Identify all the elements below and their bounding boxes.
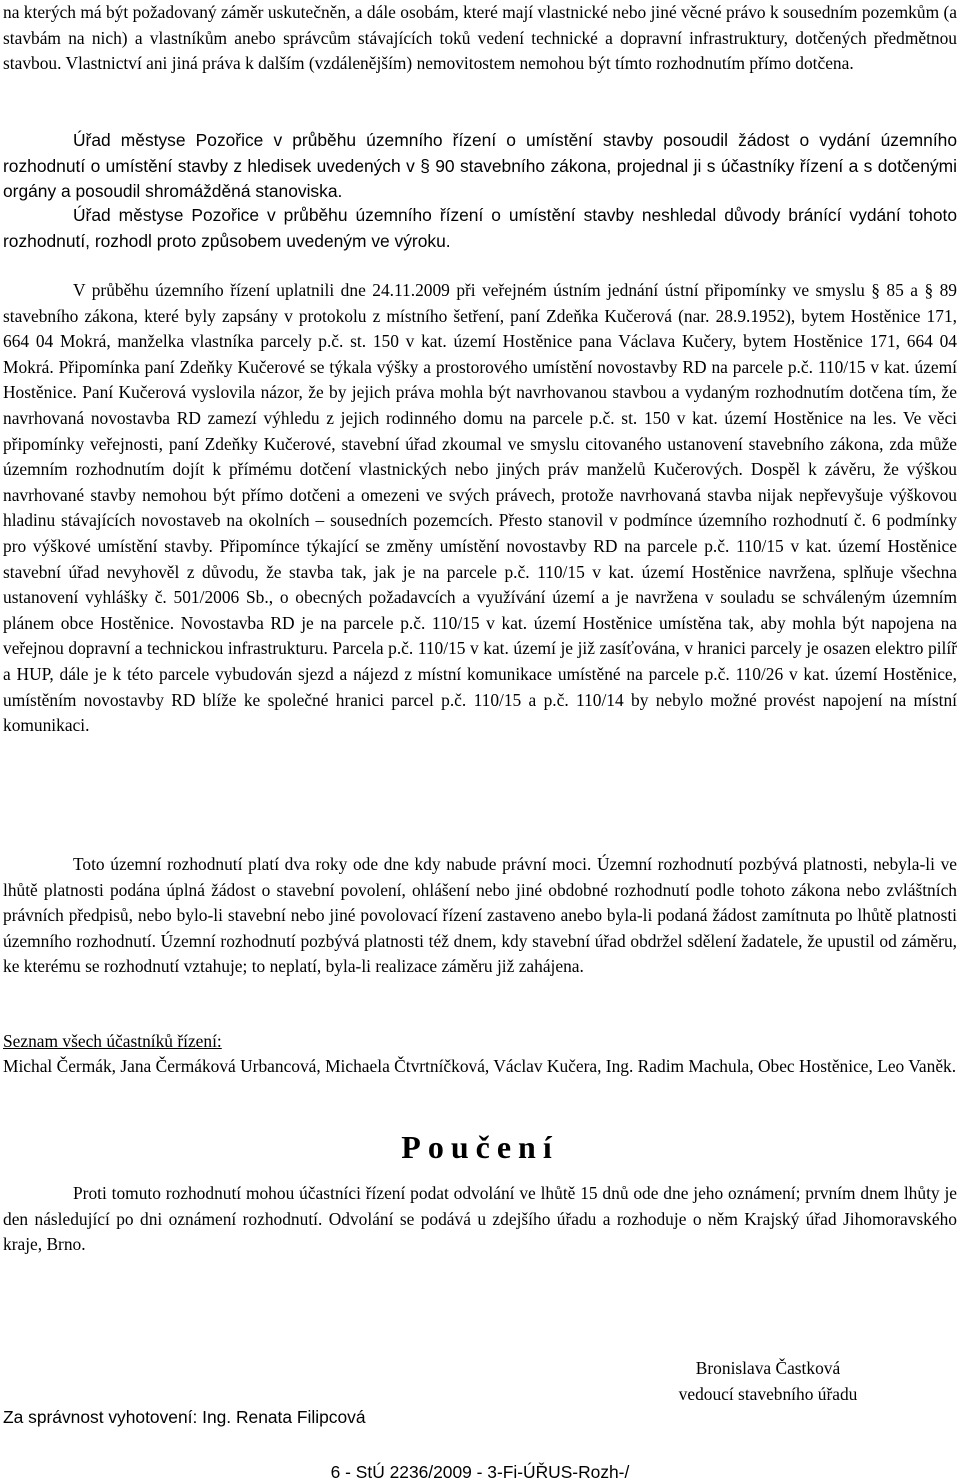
objections-paragraph: V průběhu územního řízení uplatnili dne 24.11.2009 při veřejném ústním jednání ústní připomínky ve smyslu § 85 a § 89 stavebního zákona, které byly zapsány v protokolu z místního šetření, paní Zdeňka Kučerová (nar. 28.9.1952), bytem Hostěnice 171, 664 04 Mokrá, manželka vlastníka parcely p.č. st. 150 v kat. území Hostěnice pana Václava Kučery, bytem Hostěnice 171, 664 04 Mokrá. Připomínka paní Zdeňky Kučerové se týkala výšky a prostorového umístění novostavby RD na parcele p.č. 110/15 v kat. území Hostěnice. Paní Kučerová vyslovila názor, že by jejich práva mohla být navrhovanou stavbou a vydaným rozhodnutím dotčena tím, že navrhovaná novostavba RD zamezí výhledu z jejich rodinného domu na parcele p.č. st. 150 v kat. území Hostěnice na les. Ve věci připomínky veřejnosti, paní Zdeňky Kučerové, stavební úřad zkoumal ve smyslu citovaného ustanovení stavebního zákona, zda může územním rozhodnutím dojít k přímému dotčení vlastnických nebo jiných práv manželů Kučerových. Dospěl k závěru, že výškou navrhované stavby nemohou být přímo dotčeni a omezeni ve svých právech, protože navrhovaná stavba nijak nepřevyšuje výškovou hladinu stávajících novostaveb na okolních – sousedních pozemcích. Přesto stanovil v podmínce územního rozhodnutí č. 6 podmínky pro výškové umístění stavby. Připomínce týkající se změny umístění novostavby RD na parcele p.č. 110/15 v kat. území Hostěnice stavební úřad nevyhověl z důvodu, že stavba tak, jak je na parcele p.č. 110/15 v kat. území Hostěnice navržena, splňuje všechna ustanovení vyhlášky č. 501/2006 Sb., o obecných požadavcích a využívání území a je navržena v souladu se schváleným územním plánem obce Hostěnice. Novostavba RD je na parcele p.č. 110/15 v kat. území Hostěnice umístěna tak, aby mohla být napojena na veřejnou dopravní a technickou infrastrukturu. Parcela p.č. 110/15 v kat. území je již zasíťována, v hranici parcely je osazen elektro pilíř a HUP, dále je k této parcele vybudován sjezd a nájezd z místní komunikace umístěné na parcele p.č. 110/26 v kat. území Hostěnice, umístěním novostavby RD blíže ke společné hranici parcel p.č. 110/15 a p.č. 110/14 by nebylo možné provést napojení na místní komunikaci. [3,280,957,736]
intro-paragraph: na kterých má být požadovaný záměr uskutečněn, a dále osobám, které mají vlastnické nebo jiné věcné právo k sousedním pozemkům (a stavbám na nich) a vlastníkům anebo správcům stávajících toků vedení technické a dopravní infrastruktury, dotčených předmětnou stavbou. Vlastnictví ani jiná práva k dalším (vzdálenějším) nemovitostem nemohou být tímto rozhodnutím přímo dotčena. [3,2,957,74]
footer-reference: 6 - StÚ 2236/2009 - 3-Fi-ÚŘUS-Rozh-/ [330,1462,630,1482]
validity-paragraph: Toto územní rozhodnutí platí dva roky ode dne kdy nabude právní moci. Územní rozhodnutí pozbývá platnosti, nebyla-li ve lhůtě platnosti podána úplná žádost o stavební povolení, ohlášení nebo jiné obdobné rozhodnutí podle tohoto zákona nebo zvláštních právních předpisů, nebo bylo-li stavební nebo jiné povolovací řízení zastaveno anebo byla-li podaná žádost zamítnuta po lhůtě platnosti územního rozhodnutí. Územní rozhodnutí pozbývá platnosti též dnem, kdy stavební úřad obdržel sdělení žadatele, že upustil od záměru, ke kterému se rozhodnutí vztahuje; to neplatí, byla-li realizace záměru již zahájena. [3,854,957,977]
prepared-by: Za správnost vyhotovení: Ing. Renata Filipcová [3,1407,366,1427]
signatory-name: Bronislava Častková [695,1358,841,1378]
signature-block [643,1356,893,1407]
participants-list: Michal Čermák, Jana Čermáková Urbancová, Michaela Čtvrtníčková, Václav Kučera, Ing. Radim Machula, Obec Hostěnice, Leo Vaněk. [3,1056,957,1076]
signatory-title: vedoucí stavebního úřadu [678,1383,858,1404]
assessment-paragraph: Úřad městyse Pozořice v průběhu územního řízení o umístění stavby posoudil žádost o vydání územního rozhodnutí o umístění stavby z hledisek uvedených v § 90 stavebního zákona, projednal ji s účastníky řízení a s dotčenými orgány a posoudil shromážděná stanoviska. [3,130,957,202]
document-page [3,0,957,1482]
instruction-heading: Poučení [401,1129,559,1165]
instruction-paragraph: Proti tomuto rozhodnutí mohou účastníci řízení podat odvolání ve lhůtě 15 dnů ode dne jeho oznámení; prvním dnem lhůty je den následující po dni oznámení rozhodnutí. Odvolání se podává u zdejšího úřadu a rozhoduje o něm Krajský úřad Jihomoravského kraje, Brno. [3,1183,957,1255]
participants-label: Seznam všech účastníků řízení: [3,1031,222,1051]
no-obstacles-paragraph: Úřad městyse Pozořice v průběhu územního řízení o umístění stavby neshledal důvody bránící vydání tohoto rozhodnutí, rozhodl proto způsobem uvedeným ve výroku. [3,205,957,251]
